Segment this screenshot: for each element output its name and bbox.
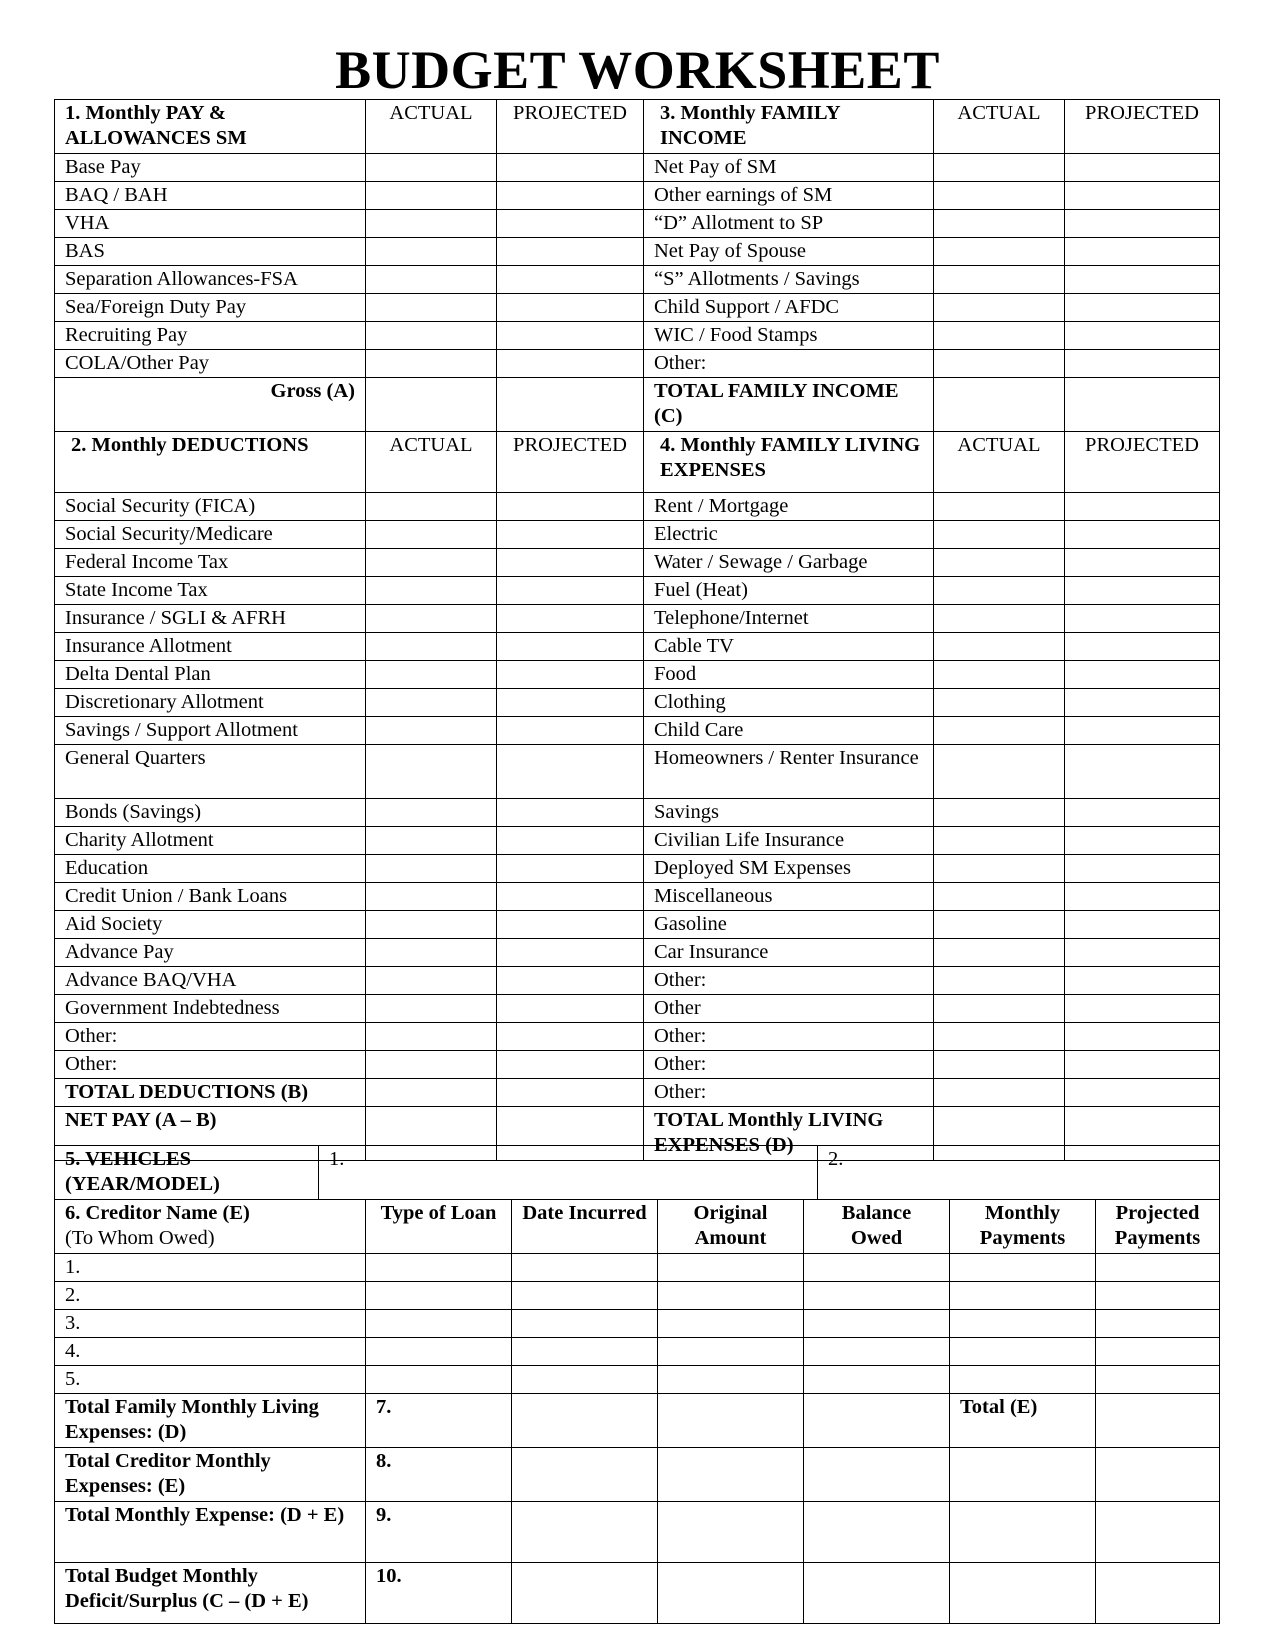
deduction-actual-input[interactable] bbox=[366, 1023, 497, 1051]
income-actual-input[interactable] bbox=[934, 238, 1065, 266]
creditor-field-input[interactable] bbox=[512, 1282, 658, 1310]
col-type-of-loan: Type of Loan bbox=[366, 1200, 512, 1254]
deduction-projected-input[interactable] bbox=[497, 521, 644, 549]
pay-projected-input[interactable] bbox=[497, 266, 644, 294]
pay-item-label: Separation Allowances-FSA bbox=[55, 266, 366, 294]
pay-item-label: Sea/Foreign Duty Pay bbox=[55, 294, 366, 322]
expense-actual-input[interactable] bbox=[934, 605, 1065, 633]
pay-actual-input[interactable] bbox=[366, 238, 497, 266]
creditor-field-input[interactable] bbox=[512, 1366, 658, 1394]
expense-item-label: Cable TV bbox=[644, 633, 934, 661]
deduction-item-label: Delta Dental Plan bbox=[55, 661, 366, 689]
expense-projected-input[interactable] bbox=[1065, 1051, 1220, 1079]
deduction-projected-input[interactable] bbox=[497, 883, 644, 911]
summary-field-input[interactable] bbox=[658, 1448, 804, 1502]
income-projected-input[interactable] bbox=[1065, 266, 1220, 294]
expense-actual-input[interactable] bbox=[934, 883, 1065, 911]
creditor-heading: 6. Creditor Name (E) bbox=[65, 1202, 250, 1224]
deduction-projected-input[interactable] bbox=[497, 661, 644, 689]
expense-item-label: Other: bbox=[644, 1023, 934, 1051]
summary-field-input[interactable] bbox=[804, 1502, 950, 1563]
summary-field-input[interactable] bbox=[804, 1448, 950, 1502]
deduction-item-label: Discretionary Allotment bbox=[55, 689, 366, 717]
creditor-field-input[interactable] bbox=[512, 1338, 658, 1366]
creditor-field-input[interactable] bbox=[804, 1366, 950, 1394]
deduction-projected-input[interactable] bbox=[497, 911, 644, 939]
expense-item-label: Child Care bbox=[644, 717, 934, 745]
summary-field-input[interactable] bbox=[804, 1394, 950, 1448]
creditor-field-input[interactable] bbox=[366, 1310, 512, 1338]
expense-item-label: Clothing bbox=[644, 689, 934, 717]
expense-projected-input[interactable] bbox=[1065, 883, 1220, 911]
expense-actual-input[interactable] bbox=[934, 827, 1065, 855]
deduction-actual-input[interactable] bbox=[366, 995, 497, 1023]
col-projected-payments: Projected Payments bbox=[1096, 1200, 1220, 1254]
deduction-actual-input[interactable] bbox=[366, 883, 497, 911]
creditor-field-input[interactable] bbox=[1096, 1310, 1220, 1338]
deduction-actual-input[interactable] bbox=[366, 633, 497, 661]
deduction-item-label: Social Security (FICA) bbox=[55, 493, 366, 521]
expense-item-label: Other: bbox=[644, 1079, 934, 1107]
gross-projected-input[interactable] bbox=[497, 378, 644, 432]
summary-field-input[interactable] bbox=[658, 1563, 804, 1624]
expense-projected-input[interactable] bbox=[1065, 745, 1220, 799]
col-monthly-payments: Monthly Payments bbox=[950, 1200, 1096, 1254]
deduction-projected-input[interactable] bbox=[497, 689, 644, 717]
deduction-projected-input[interactable] bbox=[497, 855, 644, 883]
summary-field-input[interactable] bbox=[804, 1563, 950, 1624]
actual-header: ACTUAL bbox=[366, 432, 497, 493]
deduction-item-label: Insurance / SGLI & AFRH bbox=[55, 605, 366, 633]
expense-projected-input[interactable] bbox=[1065, 799, 1220, 827]
income-actual-input[interactable] bbox=[934, 210, 1065, 238]
section4-heading: 4. Monthly FAMILY LIVING EXPENSES bbox=[644, 432, 934, 493]
creditor-heading-cell bbox=[55, 1200, 366, 1254]
expense-projected-input[interactable] bbox=[1065, 1023, 1220, 1051]
expense-actual-input[interactable] bbox=[934, 717, 1065, 745]
deduction-item-label: General Quarters bbox=[55, 745, 366, 799]
income-item-label: “S” Allotments / Savings bbox=[644, 266, 934, 294]
expense-item-label: Other bbox=[644, 995, 934, 1023]
expense-actual-input[interactable] bbox=[934, 689, 1065, 717]
total-living-expenses-label: TOTAL Monthly LIVING EXPENSES (D) bbox=[644, 1107, 934, 1161]
deduction-item-label: Credit Union / Bank Loans bbox=[55, 883, 366, 911]
expense-projected-input[interactable] bbox=[1065, 661, 1220, 689]
projected-header: PROJECTED bbox=[1065, 432, 1220, 493]
actual-header: ACTUAL bbox=[366, 100, 497, 154]
pay-actual-input[interactable] bbox=[366, 210, 497, 238]
expense-item-label: Deployed SM Expenses bbox=[644, 855, 934, 883]
deduction-actual-input[interactable] bbox=[366, 493, 497, 521]
deduction-projected-input[interactable] bbox=[497, 1079, 644, 1107]
pay-actual-input[interactable] bbox=[366, 182, 497, 210]
expense-item-label: Other: bbox=[644, 967, 934, 995]
deduction-projected-input[interactable] bbox=[497, 745, 644, 799]
income-actual-input[interactable] bbox=[934, 294, 1065, 322]
deduction-actual-input[interactable] bbox=[366, 939, 497, 967]
expense-item-label: Telephone/Internet bbox=[644, 605, 934, 633]
summary-field-input[interactable] bbox=[1096, 1563, 1220, 1624]
pay-actual-input[interactable] bbox=[366, 350, 497, 378]
creditor-field-input[interactable] bbox=[658, 1310, 804, 1338]
summary-field-input[interactable] bbox=[950, 1563, 1096, 1624]
deduction-actual-input[interactable] bbox=[366, 549, 497, 577]
col-date-incurred: Date Incurred bbox=[512, 1200, 658, 1254]
summary-line-number: 9. bbox=[366, 1502, 512, 1563]
expense-item-label: Gasoline bbox=[644, 911, 934, 939]
vehicle-2-field[interactable]: 2. bbox=[818, 1146, 1220, 1200]
expense-item-label: Electric bbox=[644, 521, 934, 549]
vehicles-heading: 5. VEHICLES (YEAR/MODEL) bbox=[55, 1146, 319, 1200]
creditor-field-input[interactable] bbox=[366, 1254, 512, 1282]
deduction-item-label: State Income Tax bbox=[55, 577, 366, 605]
expense-projected-input[interactable] bbox=[1065, 605, 1220, 633]
expense-projected-input[interactable] bbox=[1065, 939, 1220, 967]
creditor-name-input[interactable]: 2. bbox=[55, 1282, 366, 1310]
summary-label: Total Creditor Monthly Expenses: (E) bbox=[55, 1448, 366, 1502]
deduction-item-label: Aid Society bbox=[55, 911, 366, 939]
income-actual-input[interactable] bbox=[934, 266, 1065, 294]
deduction-actual-input[interactable] bbox=[366, 855, 497, 883]
income-projected-input[interactable] bbox=[1065, 238, 1220, 266]
projected-header: PROJECTED bbox=[1065, 100, 1220, 154]
summary-line-number: 10. bbox=[366, 1563, 512, 1624]
deduction-projected-input[interactable] bbox=[497, 995, 644, 1023]
total-income-projected-input[interactable] bbox=[1065, 378, 1220, 432]
expense-item-label: Fuel (Heat) bbox=[644, 577, 934, 605]
deduction-item-label: Other: bbox=[55, 1023, 366, 1051]
creditor-name-input[interactable]: 1. bbox=[55, 1254, 366, 1282]
deduction-projected-input[interactable] bbox=[497, 633, 644, 661]
summary-field-input[interactable] bbox=[512, 1502, 658, 1563]
pay-projected-input[interactable] bbox=[497, 294, 644, 322]
expense-projected-input[interactable] bbox=[1065, 995, 1220, 1023]
summary-field-input[interactable] bbox=[1096, 1394, 1220, 1448]
vehicle-1-field[interactable]: 1. bbox=[319, 1146, 818, 1200]
deduction-projected-input[interactable] bbox=[497, 939, 644, 967]
deduction-projected-input[interactable] bbox=[497, 967, 644, 995]
deduction-actual-input[interactable] bbox=[366, 827, 497, 855]
income-actual-input[interactable] bbox=[934, 182, 1065, 210]
deduction-projected-input[interactable] bbox=[497, 549, 644, 577]
summary-field-input[interactable] bbox=[950, 1448, 1096, 1502]
expense-projected-input[interactable] bbox=[1065, 577, 1220, 605]
summary-field-input[interactable] bbox=[512, 1394, 658, 1448]
creditor-field-input[interactable] bbox=[1096, 1338, 1220, 1366]
expense-actual-input[interactable] bbox=[934, 1051, 1065, 1079]
summary-label: Total Monthly Expense: (D + E) bbox=[55, 1502, 366, 1563]
creditor-name-input[interactable]: 3. bbox=[55, 1310, 366, 1338]
creditor-field-input[interactable] bbox=[366, 1282, 512, 1310]
summary-line-number: 7. bbox=[366, 1394, 512, 1448]
pay-actual-input[interactable] bbox=[366, 322, 497, 350]
pay-item-label: VHA bbox=[55, 210, 366, 238]
deduction-projected-input[interactable] bbox=[497, 577, 644, 605]
total-e-label: Total (E) bbox=[950, 1394, 1096, 1448]
income-projected-input[interactable] bbox=[1065, 210, 1220, 238]
creditor-field-input[interactable] bbox=[366, 1366, 512, 1394]
expense-projected-input[interactable] bbox=[1065, 1079, 1220, 1107]
creditor-name-input[interactable]: 5. bbox=[55, 1366, 366, 1394]
total-family-income-label: TOTAL FAMILY INCOME (C) bbox=[644, 378, 934, 432]
section1-heading: 1. Monthly PAY & ALLOWANCES SM bbox=[55, 100, 366, 154]
deduction-item-label: Insurance Allotment bbox=[55, 633, 366, 661]
expense-actual-input[interactable] bbox=[934, 493, 1065, 521]
expense-item-label: Homeowners / Renter Insurance bbox=[644, 745, 934, 799]
deduction-item-label: Social Security/Medicare bbox=[55, 521, 366, 549]
creditor-field-input[interactable] bbox=[1096, 1366, 1220, 1394]
page-title: BUDGET WORKSHEET bbox=[335, 40, 940, 100]
deduction-item-label: Federal Income Tax bbox=[55, 549, 366, 577]
deduction-actual-input[interactable] bbox=[366, 799, 497, 827]
pay-item-label: BAS bbox=[55, 238, 366, 266]
creditor-field-input[interactable] bbox=[950, 1282, 1096, 1310]
creditor-field-input[interactable] bbox=[658, 1254, 804, 1282]
deduction-actual-input[interactable] bbox=[366, 911, 497, 939]
col-original-amount: Original Amount bbox=[658, 1200, 804, 1254]
deduction-projected-input[interactable] bbox=[497, 605, 644, 633]
deduction-item-label: Bonds (Savings) bbox=[55, 799, 366, 827]
vehicles-table bbox=[54, 1145, 1220, 1200]
total-income-actual-input[interactable] bbox=[934, 378, 1065, 432]
income-item-label: Net Pay of SM bbox=[644, 154, 934, 182]
deduction-actual-input[interactable] bbox=[366, 605, 497, 633]
expense-projected-input[interactable] bbox=[1065, 633, 1220, 661]
deduction-actual-input[interactable] bbox=[366, 661, 497, 689]
creditor-field-input[interactable] bbox=[1096, 1282, 1220, 1310]
pay-actual-input[interactable] bbox=[366, 154, 497, 182]
income-projected-input[interactable] bbox=[1065, 182, 1220, 210]
deduction-actual-input[interactable] bbox=[366, 1051, 497, 1079]
creditor-field-input[interactable] bbox=[512, 1254, 658, 1282]
pay-actual-input[interactable] bbox=[366, 294, 497, 322]
expense-projected-input[interactable] bbox=[1065, 717, 1220, 745]
expense-actual-input[interactable] bbox=[934, 577, 1065, 605]
summary-line-number: 8. bbox=[366, 1448, 512, 1502]
deduction-item-label: Advance BAQ/VHA bbox=[55, 967, 366, 995]
pay-projected-input[interactable] bbox=[497, 238, 644, 266]
col-balance-owed: Balance Owed bbox=[804, 1200, 950, 1254]
expense-item-label: Miscellaneous bbox=[644, 883, 934, 911]
creditor-field-input[interactable] bbox=[950, 1310, 1096, 1338]
deduction-actual-input[interactable] bbox=[366, 689, 497, 717]
section3-heading: 3. Monthly FAMILY INCOME bbox=[644, 100, 934, 154]
expense-projected-input[interactable] bbox=[1065, 493, 1220, 521]
deduction-projected-input[interactable] bbox=[497, 717, 644, 745]
creditor-field-input[interactable] bbox=[512, 1310, 658, 1338]
expense-projected-input[interactable] bbox=[1065, 549, 1220, 577]
deduction-projected-input[interactable] bbox=[497, 1051, 644, 1079]
summary-field-input[interactable] bbox=[1096, 1502, 1220, 1563]
pay-projected-input[interactable] bbox=[497, 350, 644, 378]
expense-actual-input[interactable] bbox=[934, 633, 1065, 661]
gross-actual-input[interactable] bbox=[366, 378, 497, 432]
deduction-actual-input[interactable] bbox=[366, 967, 497, 995]
creditor-field-input[interactable] bbox=[950, 1338, 1096, 1366]
expense-item-label: Food bbox=[644, 661, 934, 689]
deduction-projected-input[interactable] bbox=[497, 1023, 644, 1051]
income-expense-table bbox=[54, 99, 1220, 1161]
summary-field-input[interactable] bbox=[950, 1502, 1096, 1563]
deduction-item-label: Other: bbox=[55, 1051, 366, 1079]
summary-field-input[interactable] bbox=[658, 1502, 804, 1563]
income-actual-input[interactable] bbox=[934, 154, 1065, 182]
deduction-actual-input[interactable] bbox=[366, 1079, 497, 1107]
net-pay-label: NET PAY (A – B) bbox=[55, 1107, 366, 1161]
income-projected-input[interactable] bbox=[1065, 322, 1220, 350]
expense-item-label: Car Insurance bbox=[644, 939, 934, 967]
creditor-field-input[interactable] bbox=[950, 1254, 1096, 1282]
deduction-actual-input[interactable] bbox=[366, 521, 497, 549]
expense-item-label: Civilian Life Insurance bbox=[644, 827, 934, 855]
expense-actual-input[interactable] bbox=[934, 549, 1065, 577]
expense-projected-input[interactable] bbox=[1065, 827, 1220, 855]
pay-projected-input[interactable] bbox=[497, 322, 644, 350]
creditor-field-input[interactable] bbox=[804, 1254, 950, 1282]
deduction-item-label: Savings / Support Allotment bbox=[55, 717, 366, 745]
deduction-item-label: Advance Pay bbox=[55, 939, 366, 967]
expense-actual-input[interactable] bbox=[934, 939, 1065, 967]
expense-actual-input[interactable] bbox=[934, 521, 1065, 549]
creditor-field-input[interactable] bbox=[804, 1282, 950, 1310]
expense-projected-input[interactable] bbox=[1065, 521, 1220, 549]
expense-actual-input[interactable] bbox=[934, 967, 1065, 995]
total-deductions-label: TOTAL DEDUCTIONS (B) bbox=[55, 1079, 366, 1107]
actual-header: ACTUAL bbox=[934, 100, 1065, 154]
pay-item-label: BAQ / BAH bbox=[55, 182, 366, 210]
section2-heading: 2. Monthly DEDUCTIONS bbox=[55, 432, 366, 493]
deduction-projected-input[interactable] bbox=[497, 493, 644, 521]
summary-field-input[interactable] bbox=[512, 1563, 658, 1624]
income-item-label: “D” Allotment to SP bbox=[644, 210, 934, 238]
expense-item-label: Other: bbox=[644, 1051, 934, 1079]
income-projected-input[interactable] bbox=[1065, 350, 1220, 378]
actual-header: ACTUAL bbox=[934, 432, 1065, 493]
income-projected-input[interactable] bbox=[1065, 294, 1220, 322]
creditor-field-input[interactable] bbox=[366, 1338, 512, 1366]
expense-projected-input[interactable] bbox=[1065, 911, 1220, 939]
deduction-projected-input[interactable] bbox=[497, 799, 644, 827]
expense-actual-input[interactable] bbox=[934, 799, 1065, 827]
creditor-name-input[interactable]: 4. bbox=[55, 1338, 366, 1366]
expense-item-label: Water / Sewage / Garbage bbox=[644, 549, 934, 577]
pay-item-label: COLA/Other Pay bbox=[55, 350, 366, 378]
deduction-actual-input[interactable] bbox=[366, 577, 497, 605]
expense-item-label: Savings bbox=[644, 799, 934, 827]
summary-label: Total Budget Monthly Deficit/Surplus (C – (D + E) bbox=[55, 1563, 366, 1624]
expense-actual-input[interactable] bbox=[934, 661, 1065, 689]
expense-actual-input[interactable] bbox=[934, 745, 1065, 799]
creditor-field-input[interactable] bbox=[804, 1338, 950, 1366]
pay-item-label: Base Pay bbox=[55, 154, 366, 182]
deduction-item-label: Education bbox=[55, 855, 366, 883]
pay-projected-input[interactable] bbox=[497, 182, 644, 210]
deduction-actual-input[interactable] bbox=[366, 717, 497, 745]
income-projected-input[interactable] bbox=[1065, 154, 1220, 182]
creditor-field-input[interactable] bbox=[658, 1338, 804, 1366]
projected-header: PROJECTED bbox=[497, 100, 644, 154]
creditor-field-input[interactable] bbox=[950, 1366, 1096, 1394]
income-item-label: Child Support / AFDC bbox=[644, 294, 934, 322]
creditor-field-input[interactable] bbox=[658, 1282, 804, 1310]
income-item-label: Net Pay of Spouse bbox=[644, 238, 934, 266]
expense-actual-input[interactable] bbox=[934, 1023, 1065, 1051]
pay-projected-input[interactable] bbox=[497, 210, 644, 238]
expense-actual-input[interactable] bbox=[934, 911, 1065, 939]
summary-label: Total Family Monthly Living Expenses: (D) bbox=[55, 1394, 366, 1448]
deduction-item-label: Charity Allotment bbox=[55, 827, 366, 855]
expense-actual-input[interactable] bbox=[934, 1079, 1065, 1107]
creditor-table bbox=[54, 1199, 1220, 1624]
creditor-field-input[interactable] bbox=[1096, 1254, 1220, 1282]
gross-label: Gross (A) bbox=[55, 378, 366, 432]
income-item-label: Other earnings of SM bbox=[644, 182, 934, 210]
expense-projected-input[interactable] bbox=[1065, 967, 1220, 995]
expense-projected-input[interactable] bbox=[1065, 855, 1220, 883]
expense-projected-input[interactable] bbox=[1065, 689, 1220, 717]
expense-actual-input[interactable] bbox=[934, 995, 1065, 1023]
deduction-projected-input[interactable] bbox=[497, 827, 644, 855]
creditor-field-input[interactable] bbox=[804, 1310, 950, 1338]
summary-field-input[interactable] bbox=[1096, 1448, 1220, 1502]
income-actual-input[interactable] bbox=[934, 350, 1065, 378]
expense-item-label: Rent / Mortgage bbox=[644, 493, 934, 521]
creditor-field-input[interactable] bbox=[658, 1366, 804, 1394]
income-actual-input[interactable] bbox=[934, 322, 1065, 350]
projected-header: PROJECTED bbox=[497, 432, 644, 493]
income-item-label: Other: bbox=[644, 350, 934, 378]
pay-item-label: Recruiting Pay bbox=[55, 322, 366, 350]
income-item-label: WIC / Food Stamps bbox=[644, 322, 934, 350]
deduction-item-label: Government Indebtedness bbox=[55, 995, 366, 1023]
pay-actual-input[interactable] bbox=[366, 266, 497, 294]
summary-field-input[interactable] bbox=[658, 1394, 804, 1448]
pay-projected-input[interactable] bbox=[497, 154, 644, 182]
summary-field-input[interactable] bbox=[512, 1448, 658, 1502]
deduction-actual-input[interactable] bbox=[366, 745, 497, 799]
creditor-subheading: (To Whom Owed) bbox=[65, 1227, 215, 1249]
expense-actual-input[interactable] bbox=[934, 855, 1065, 883]
